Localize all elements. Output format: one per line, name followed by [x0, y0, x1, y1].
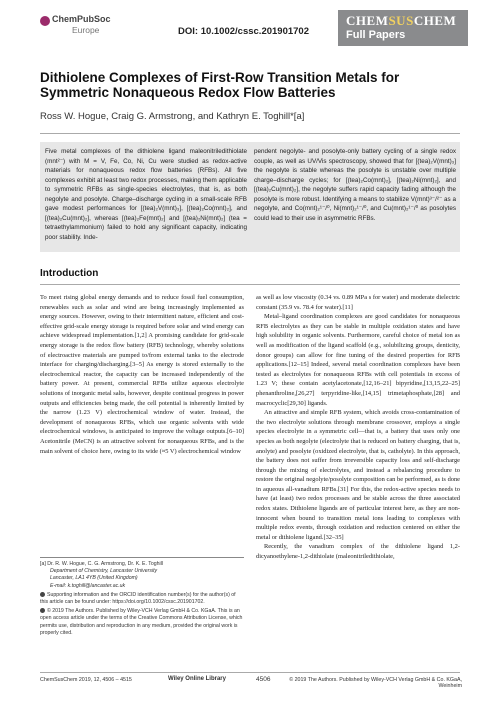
open-access-icon [40, 608, 45, 613]
abstract-column-2: pendent negolyte- and posolyte-only battery cycling of a single redox couple, as well as UV/Vis spectroscopy, showed that for [(tea)₂V(mnt)₃] the negolyte is stable whereas the posolyte is unstable over multiple charge–discharge cycles; for [(tea)₂Co(mnt)₂], [(tea)₂Ni(mnt)₂], and [(tea)₂Cu(mnt)₂], the negolyte suffers rapid capacity fading although the posolyte is more robust. Identifying a means to stabilize V(mnt)³⁻/²⁻ as a negolyte, and Co(mnt)₂¹⁻/⁰, Ni(mnt)₂¹⁻/⁰, and Cu(mnt)₂¹⁻/⁰ as posolytes could lead to their use in asymmetric RFBs. [254, 148, 456, 222]
affiliation-department: Department of Chemistry, Lancaster University [50, 568, 158, 575]
title-divider [40, 133, 460, 134]
paragraph: Recently, the vanadium complex of the dithiolene ligand 1,2-dicyanoethylene-1,2-dithiolate (maleonitriledithiolate, [256, 543, 460, 561]
article-authors: Ross W. Hogue, Craig G. Armstrong, and Kathryn E. Toghill*[a] [40, 111, 305, 122]
section-divider [40, 284, 460, 285]
supporting-info-icon [40, 592, 45, 597]
body-column-right [256, 293, 460, 562]
abstract-box [40, 142, 460, 252]
footnotes [40, 561, 244, 639]
section-heading-introduction: Introduction [40, 268, 99, 279]
chempubsoc-logo [40, 14, 130, 38]
paragraph: An attractive and simple RFB system, which avoids cross-contamination of the two electrolyte solutions through membrane crossover, employs a single species electrolyte in a symmetric cell—that is, a battery that uses only one species as both negolyte (electrolyte that is reduced on battery charging, that is, anolyte) and posolyte (oxidized electrolyte, that is, catholyte). In this approach, the battery does not suffer from irreversible capacity loss and self-discharge through the mixing of electrolytes, and instead a rebalancing procedure to restore the original negolyte/posolyte composition can be performed, as is done in aqueous all-vanadium RFBs.[31] For this, the redox-active species needs to have (at least) two redox processes and be stable across the three associated redox states. Dithiolene ligands are of particular interest here, as they are non-innocent when bound to transition metal ions leading to complexes with multiple redox events, through oxidation and reduction centered on either the metal or dithiolene ligand.[32–35] [256, 409, 460, 541]
publisher-region: Europe [72, 25, 100, 35]
journal-name: CHEMSUSCHEM [346, 13, 457, 28]
abstract-column-1: Five metal complexes of the dithiolene ligand maleonitriledithiolate (mnt²⁻) with M = V, Fe, Co, Ni, Cu were studied as redox-active materials for nonaqueous redox flow batteries (RFBs). All five complexes exhibit at least two redox processes, making them applicable to symmetric RFBs as single-species electrolytes, that is, as both negolyte and posolyte. Charge–discharge cycling in a small-scale RFB gave modest performances for [(tea)₂V(mnt)₃], [(tea)₂Co(mnt)₂], and [(tea)₂Cu(mnt)₂], whereas [(tea)₂Fe(mnt)₂] and [(tea)₂Ni(mnt)₂] (tea = tetraethylammonium) failed to hold any significant capacity, indicating poor stability. Inde- [45, 148, 247, 241]
footer-divider [40, 672, 460, 673]
paragraph: To meet rising global energy demands and to reduce fossil fuel consumption, renewables such as solar and wind are being increasingly implemented as energy sources. However, owing to their intermittent nature, efficient and cost-effective grid-scale energy storage is required before solar and wind energy can achieve widespread implementation.[1,2] A promising candidate for grid-scale energy storage is the redox flow battery (RFB) technology, whereby solutions of electroactive materials are pumped to/from external tanks to the electrode interface for charging/discharging.[3–5] As energy is stored externally to the electrochemical reactor, the capacity can be increased independently of the battery power. At present, commercial RFBs utilize aqueous electrolyte solutions of inorganic metal salts, however, despite continual progress in power outputs and efficiencies being made, the cell potential is inherently limited by the narrow (1.23 V) electrochemical window of water. Instead, the development of nonaqueous RFBs, which use organic solvents with wide electrochemical windows, is anticipated to improve the voltage outputs.[6–10] Acetonitrile (MeCN) is an attractive solvent for nonaqueous RFBs, and is the main solvent of choice here, owing to its wide (≈5 V) electrochemical window [40, 294, 244, 455]
paragraph: Metal–ligand coordination complexes are good candidates for nonaqueous RFB electrolytes as they can be stable in multiple oxidation states and have high solubility in organic solvents. Furthermore, careful choice of metal ion as well as modification of the ligand scaffold (e.g., solubilizing groups, denticity, donor groups) can allow for fine tuning of the desired properties for RFB applications.[12–15] Indeed, several metal coordination complexes have been tested as electrolytes for nonaqueous RFBs with cell potentials in excess of 1.23 V; these contain acetylacetonate,[12,16–21] bipyridine,[13,15,22–25] phenanthroline,[26,27] terpyridine-like,[14,15] trimetaphosphate,[28] and macrocyclic[29,30] ligands. [256, 313, 460, 407]
article-section: Full Papers [346, 29, 406, 41]
chempubsoc-logo-icon [40, 16, 50, 26]
affiliation-authors: [a] Dr. R. W. Hogue, C. G. Armstrong, Dr. K. E. Toghill [40, 561, 164, 567]
body-column-left [40, 293, 244, 456]
article-doi: DOI: 10.1002/cssc.201901702 [178, 26, 309, 37]
affiliation-address: Lancaster, LA1 4YB (United Kingdom) [50, 575, 138, 582]
footnote-divider [40, 557, 244, 558]
footer-copyright: © 2019 The Authors. Published by Wiley-VCH Verlag GmbH & Co. KGaA, Weinheim [289, 677, 462, 689]
footer-wiley-online-library: Wiley Online Library [168, 676, 226, 682]
article-title: Dithiolene Complexes of First-Row Transition Metals for Symmetric Nonaqueous Redox Flow Batteries [40, 70, 400, 100]
license-note: © 2019 The Authors. Published by Wiley-VCH Verlag GmbH & Co. KGaA. This is an open access article under the terms of the Creative Commons Attribution License, which permits use, distribution and reproduction in any medium, provided the original work is properly cited. [40, 608, 243, 636]
footer-citation: ChemSusChem 2019, 12, 4506 – 4515 [40, 677, 132, 683]
journal-banner [338, 10, 468, 46]
page-number: 4506 [256, 676, 271, 683]
supporting-info-note: Supporting information and the ORCID identification number(s) for the author(s) of this article can be found under: https://doi.org/10.1002/cssc.201901702. [40, 591, 236, 606]
affiliation-email: E-mail: k.toghill@lancaster.ac.uk [50, 582, 126, 589]
publisher-name: ChemPubSoc [52, 14, 111, 24]
paragraph: as well as low viscosity (0.34 vs. 0.89 MPa s for water) and moderate dielectric constant (35.9 vs. 78.4 for water).[11] [256, 294, 460, 311]
